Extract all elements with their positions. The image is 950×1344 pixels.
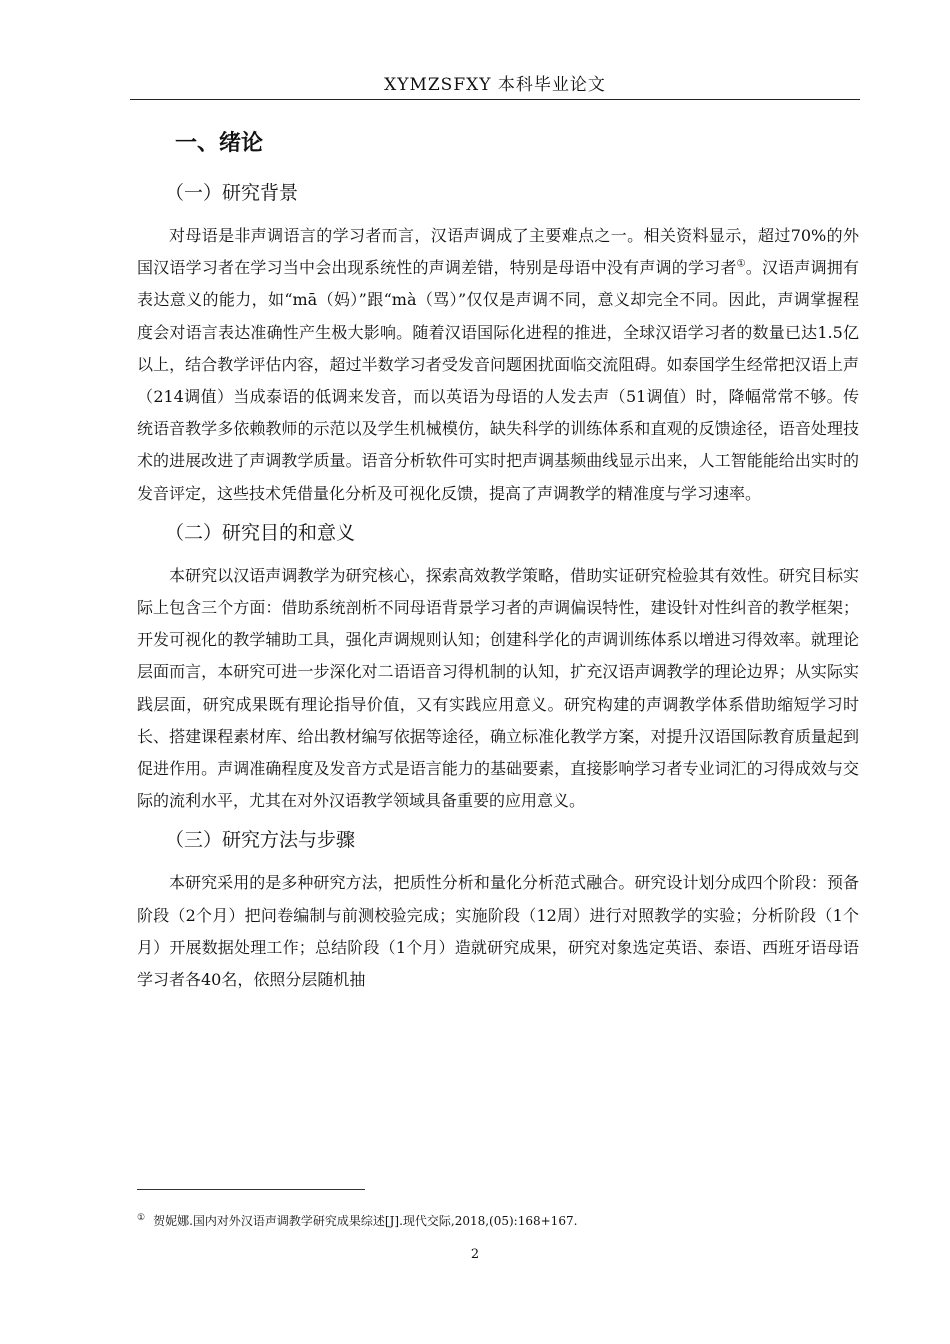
- main-content: [137, 124, 859, 996]
- section-heading-methods: （三）研究方法与步骤: [165, 829, 356, 852]
- paragraph-background-continued: 。汉语声调拥有表达意义的能力，如“mā（妈）”跟“mà（骂）”仅仅是声调不同，意义却完全不同。因此，声调掌握程度会对语言表达准确性产生极大影响。随着汉语国际化进程的推进，全球汉语学习者的数量已达1.5亿以上，结合教学评估内容，超过半数学习者受发音问题困扰面临交流阻碍。如泰国学生经常把汉语上声（214调值）当成泰语的低调来发音，而以英语为母语的人发去声（51调值）时，降幅常常不够。传统语音教学多依赖教师的示范以及学生机械模仿，缺失科学的训练体系和直观的反馈途径，语音处理技术的进展改进了声调教学质量。语音分析软件可实时把声调基频曲线显示出来，人工智能能给出实时的发音评定，这些技术凭借量化分析及可视化反馈，提高了声调教学的精准度与学习速率。: [137, 258, 859, 503]
- paragraph-purpose: 本研究以汉语声调教学为研究核心，探索高效教学策略，借助实证研究检验其有效性。研究目标实际上包含三个方面：借助系统剖析不同母语背景学习者的声调偏误特性，建设针对性纠音的教学框架；开发可视化的教学辅助工具，强化声调规则认知；创建科学化的声调训练体系以增进习得效率。就理论层面而言，本研究可进一步深化对二语语音习得机制的认知，扩充汉语声调教学的理论边界；从实际实践层面，研究成果既有理论指导价值，又有实践应用意义。研究构建的声调教学体系借助缩短学习时长、搭建课程素材库、给出教材编写依据等途径，确立标准化教学方案，对提升汉语国际教育质量起到促进作用。声调准确程度及发音方式是语言能力的基础要素，直接影响学习者专业词汇的习得成效与交际的流利水平，尤其在对外汉语教学领域具备重要的应用意义。: [137, 565, 859, 811]
- footnote-reference[interactable]: ①: [736, 258, 746, 270]
- section-heading-background: （一）研究背景: [165, 182, 299, 204]
- paragraph-background-text: 对母语是非声调语言的学习者而言，汉语声调成了主要难点之一。相关资料显示，超过70%的外国汉语学习者在学习当中会出现系统性的声调差错，特别是母语中没有声调的学习者: [137, 226, 859, 278]
- paragraph-methods: 本研究采用的是多种研究方法，把质性分析和量化分析范式融合。研究设计划分成四个阶段：预备阶段（2个月）把问卷编制与前测校验完成；实施阶段（12周）进行对照教学的实验；分析阶段（1个月）开展数据处理工作；总结阶段（1个月）造就研究成果，研究对象选定英语、泰语、西班牙语母语学习者各40名，依照分层随机抽: [137, 873, 859, 990]
- section-heading-purpose: （二）研究目的和意义: [165, 521, 356, 544]
- running-header: XYMZSFXY 本科毕业论文: [384, 75, 606, 95]
- footnote-marker: ①: [137, 1213, 146, 1223]
- footnote-text: 贺妮娜.国内对外汉语声调教学研究成果综述[J].现代交际,2018,(05):168+167.: [153, 1214, 578, 1228]
- footnote-divider: [137, 1189, 365, 1190]
- chapter-title: 一、绪论: [175, 131, 264, 156]
- paragraph-background: [137, 220, 859, 510]
- header-divider: [130, 99, 860, 100]
- footnote: [137, 1209, 859, 1230]
- page-number: 2: [470, 1247, 480, 1262]
